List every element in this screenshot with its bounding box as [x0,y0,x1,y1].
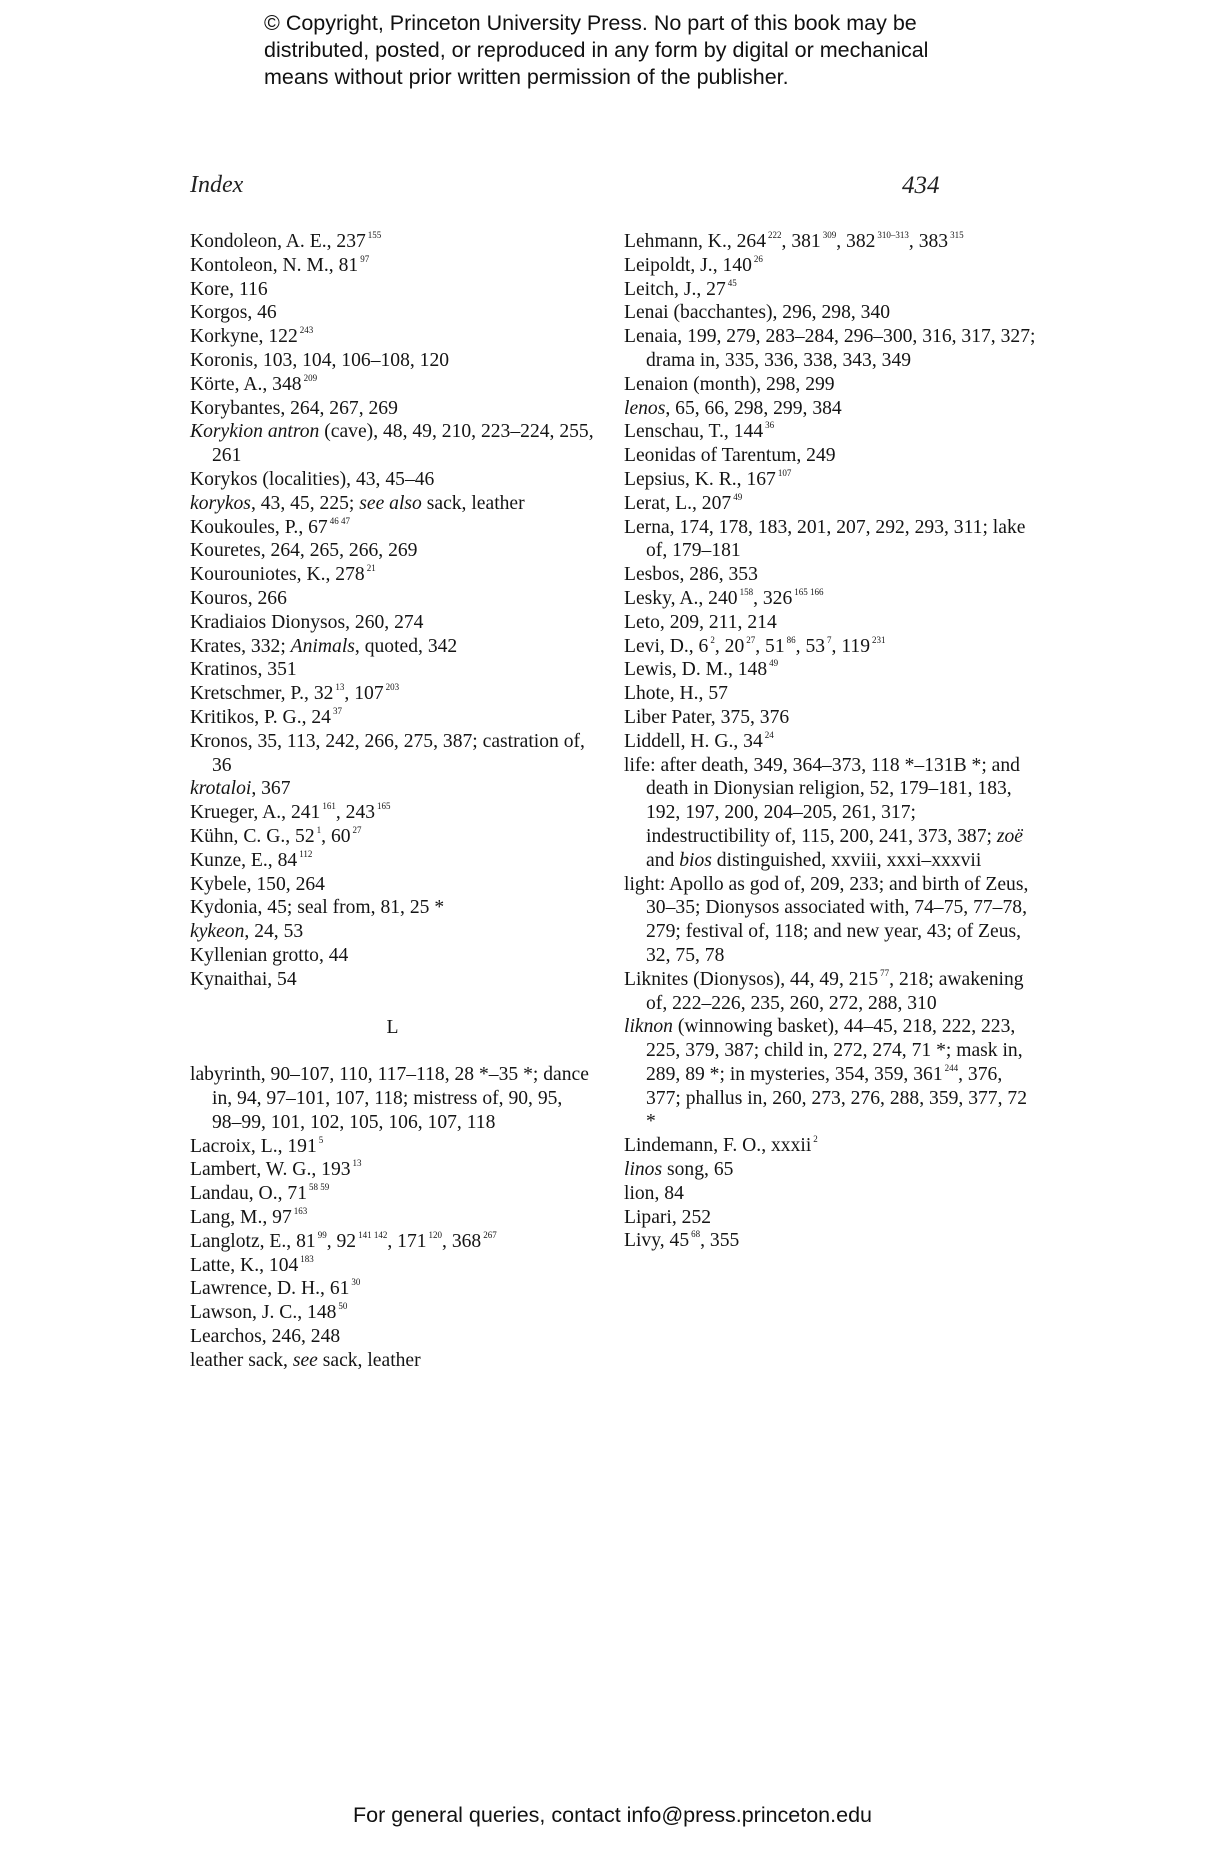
footnote-ref: 77 [880,967,890,978]
italic-term: lenos [624,397,666,419]
index-entry [190,1325,595,1349]
footnote-ref: 231 [872,634,886,645]
entry-text: , 367 [251,778,291,800]
index-entry [624,1134,1037,1158]
italic-term: bios [679,849,712,871]
italic-term: see [292,1349,318,1371]
entry-text: lion, 84 [624,1182,684,1204]
entry-text: sack, leather [421,492,525,514]
footnote-ref: 120 [428,1229,443,1240]
index-entry [624,278,1037,302]
footnote-ref: 165 166 [794,586,824,597]
index-entry [190,635,595,659]
footnote-ref: 49 [733,491,743,502]
entry-text: Livy, 45 [624,1230,690,1252]
index-entry [190,278,595,302]
index-entry [190,468,595,492]
footnote-ref: 203 [385,682,400,693]
index-entry [624,1158,1037,1182]
footnote-ref: 243 [299,325,314,336]
entry-text: Kronos, 35, 113, 242, 266, 275, 387; castration of, 36 [190,730,585,776]
index-entry [190,1063,595,1134]
footnote-ref: 267 [483,1229,497,1240]
entry-text: Kondoleon, A. E., 237 [190,231,366,252]
entry-text: Lhote, H., 57 [624,683,728,705]
index-entry [624,444,1037,468]
index-entry [190,373,595,397]
entry-text: , 355 [700,1230,740,1252]
index-entry [624,658,1037,682]
footnote-ref: 244 [944,1062,959,1073]
entry-text: Korgos, 46 [190,302,277,324]
italic-term: linos [624,1159,663,1181]
footnote-ref: 155 [367,230,382,240]
italic-term: korykos [190,492,251,514]
index-entry [190,301,595,325]
footnote-ref: 21 [366,563,376,574]
entry-text: , 119 [831,635,870,657]
copyright-notice [264,10,1024,91]
entry-text: (cave), 48, 49, 210, 223–224, 255, 261 [212,421,594,467]
entry-text: Lepsius, K. R., 167 [624,468,776,490]
index-entry [624,706,1037,730]
entry-text: , 218; awakening of, 222–226, 235, 260, 272, 288, 310 [646,968,1024,1014]
entry-text: Lacroix, L., 191 [190,1135,317,1157]
index-entry [190,349,595,373]
entry-text: Kritikos, P. G., 24 [190,706,331,728]
entry-text: Lawson, J. C., 148 [190,1302,337,1324]
italic-term: krotaloi [190,778,252,800]
index-entry [624,1206,1037,1230]
italic-term: zoë [996,825,1023,847]
italic-term: kykeon [190,921,245,943]
index-entry [624,420,1037,444]
index-entry [624,730,1037,754]
footnote-ref: 5 [318,1134,324,1145]
entry-text: Lipari, 252 [624,1206,712,1228]
footnote-ref: 46 47 [329,515,350,526]
entry-text: Lesbos, 286, 353 [624,564,758,586]
entry-text: Lesky, A., 240 [624,587,738,609]
entry-text: song, 65 [662,1159,734,1181]
entry-text: and [646,849,680,871]
footnote-ref: 7 [827,634,832,645]
entry-text: Lang, M., 97 [190,1207,292,1229]
italic-term: Animals [290,635,355,657]
entry-text: Lenaion (month), 298, 299 [624,373,835,395]
index-entry [190,1277,595,1301]
entry-text: , 382 [836,231,876,252]
entry-text: , quoted, 342 [354,635,458,657]
entry-text: Langlotz, E., 81 [190,1230,316,1252]
index-entry [624,1182,1037,1206]
entry-text: life: after death, 349, 364–373, 118 *–131B *; and death in Dionysian religion, 52, 179–181, 183, 192, 197, 200, 204–205, 261, 317; indestructibility of, 115, 200, 241, 373, 387; [624,754,1020,847]
index-entry [190,706,595,730]
index-entry [190,230,595,254]
spacer [190,1039,595,1063]
footnote-ref: 161 [322,801,336,812]
index-entry [190,1158,595,1182]
footnote-ref: 27 [746,634,756,645]
index-entry [190,492,595,516]
index-entry [624,492,1037,516]
entry-text: , 43, 45, 225; [250,492,360,514]
italic-term: see also [359,492,422,514]
entry-text: Liddell, H. G., 34 [624,730,763,752]
entry-text: Liber Pater, 375, 376 [624,706,790,728]
entry-text: Landau, O., 71 [190,1183,307,1205]
index-entry [190,397,595,421]
entry-text: Kybele, 150, 264 [190,873,325,895]
copyright-line: © Copyright, Princeton University Press. No part of this book may be [264,11,917,35]
index-entry [624,635,1037,659]
entry-text: Latte, K., 104 [190,1254,299,1276]
footnote-ref: 107 [777,467,792,478]
index-column-right [624,230,1037,1253]
footnote-ref: 158 [739,586,754,597]
entry-text: Lenaia, 199, 279, 283–284, 296–300, 316, 317, 327; drama in, 335, 336, 338, 343, 349 [624,326,1036,371]
entry-text: Lenschau, T., 144 [624,421,764,443]
footnote-ref: 2 [710,634,715,645]
entry-text: Korkyne, 122 [190,326,298,348]
index-entry [190,539,595,563]
entry-text: , 51 [755,635,785,657]
entry-text: Leto, 209, 211, 214 [624,611,777,633]
index-entry [190,730,595,778]
entry-text: Lenai (bacchantes), 296, 298, 340 [624,302,891,324]
footnote-ref: 165 [377,801,391,812]
footnote-ref: 315 [950,230,964,240]
index-entry [624,254,1037,278]
entry-text: Kühn, C. G., 52 [190,825,315,847]
entry-text: Kretschmer, P., 32 [190,683,334,705]
entry-text: Kydonia, 45; seal from, 81, 25 * [190,897,445,919]
entry-text: , 383 [908,231,949,252]
index-entry [190,587,595,611]
entry-text: Lewis, D. M., 148 [624,659,768,681]
entry-text: , 171 [387,1230,427,1252]
page-number: 434 [902,172,940,199]
index-entry [190,1135,595,1159]
entry-text: Leonidas of Tarentum, 249 [624,445,836,467]
entry-text: distinguished, xxviii, xxxi–xxxvii [711,849,982,871]
footnote-ref: 50 [338,1301,348,1312]
entry-text: Lerna, 174, 178, 183, 201, 207, 292, 293, 311; lake of, 179–181 [624,516,1026,562]
index-entry [624,1229,1037,1253]
entry-text: Liknites (Dionysos), 44, 49, 215 [624,968,879,990]
index-entry [624,873,1037,968]
index-entry [190,1301,595,1325]
index-entry [190,420,595,468]
footnote-ref: 112 [299,848,313,859]
entry-text: Koronis, 103, 104, 106–108, 120 [190,349,450,371]
footnote-ref: 58 59 [309,1182,330,1193]
footnote-ref: 24 [764,729,774,740]
entry-text: Kunze, E., 84 [190,849,298,871]
footnote-ref: 13 [352,1158,362,1169]
entry-text: labyrinth, 90–107, 110, 117–118, 28 *–35 *; dance in, 94, 97–101, 107, 118; mistress of, 90, 95, 98–99, 101, 102, 105, 106, 107, 118 [190,1064,589,1133]
entry-text: light: Apollo as god of, 209, 233; and birth of Zeus, 30–35; Dionysos associated with, 74–75, 77–78, 279; festival of, 118; and new year, 43; of Zeus, 32, 75, 78 [624,873,1029,966]
entry-text: , 243 [335,802,376,824]
index-entry [190,777,595,801]
copyright-line: means without prior written permission of the publisher. [264,65,789,89]
entry-text: Krates, 332; [190,635,291,657]
entry-text: Krueger, A., 241 [190,802,321,824]
footnote-ref: 310–313 [877,230,909,240]
footnote-ref: 2 [813,1134,818,1145]
footnote-ref: 97 [360,253,370,264]
index-entry [624,563,1037,587]
footnote-ref: 30 [351,1277,361,1288]
footnote-ref: 209 [303,372,318,383]
spacer [190,992,595,1016]
copyright-line: distributed, posted, or reproduced in any form by digital or mechanical [264,38,929,62]
italic-term: liknon [624,1016,673,1038]
index-entry [190,968,595,992]
entry-text: , 376, 377; phallus in, 260, 273, 276, 288, 359, 377, 72 * [646,1063,1027,1133]
index-entry [190,682,595,706]
index-entry [624,682,1037,706]
entry-text: Leipoldt, J., 140 [624,254,752,276]
index-entry [624,968,1037,1016]
index-entry [190,944,595,968]
entry-text: Lindemann, F. O., xxxii [624,1135,812,1157]
index-entry [624,230,1037,254]
entry-text: , 368 [442,1230,482,1252]
entry-text: Körte, A., 348 [190,373,302,395]
entry-text: leather sack, [190,1349,293,1371]
index-entry [624,611,1037,635]
footer-contact: For general queries, contact info@press.princeton.edu [352,1803,872,1827]
entry-text: Leitch, J., 27 [624,278,726,300]
footnote-ref: 45 [727,277,737,288]
footnote-ref: 163 [293,1206,308,1217]
index-entry [624,468,1037,492]
entry-text: Kratinos, 351 [190,659,297,681]
entry-text: Kouros, 266 [190,587,287,609]
index-entry [190,516,595,540]
index-entry [190,801,595,825]
section-title: Index [190,172,244,198]
entry-text: Lambert, W. G., 193 [190,1159,351,1181]
footnote-ref: 222 [768,230,782,240]
index-entry [190,849,595,873]
index-entry [190,254,595,278]
entry-text: Learchos, 246, 248 [190,1326,341,1348]
footnote-ref: 49 [769,658,779,669]
entry-text: , 20 [714,635,745,657]
footnote-ref: 1 [316,824,322,835]
footnote-ref: 183 [300,1253,314,1264]
entry-text: Koukoules, P., 67 [190,516,328,538]
entry-text: Lehmann, K., 264 [624,231,767,252]
entry-text: , 381 [781,231,821,252]
index-entry [624,516,1037,564]
index-entry [190,873,595,897]
index-entry [190,1230,595,1254]
footnote-ref: 13 [335,682,345,693]
index-entry [190,1182,595,1206]
entry-text: Lerat, L., 207 [624,492,732,514]
index-entry [190,825,595,849]
index-entry [624,325,1037,373]
entry-text: sack, leather [317,1349,421,1371]
index-entry [190,1254,595,1278]
entry-text: , 60 [321,825,351,847]
index-entry [190,920,595,944]
entry-text: Levi, D., 6 [624,635,709,657]
footnote-ref: 309 [822,230,837,240]
index-entry [190,1349,595,1373]
italic-term: Korykion antron [190,421,320,443]
footnote-ref: 141 142 [358,1229,388,1240]
entry-text: Kradiaios Dionysos, 260, 274 [190,611,424,633]
section-letter: L [386,1016,399,1038]
entry-text: Kyllenian grotto, 44 [190,944,349,966]
entry-text: , 326 [753,587,793,609]
index-entry [624,1015,1037,1134]
index-entry [190,563,595,587]
footnote-ref: 26 [753,253,763,264]
index-entry [624,373,1037,397]
entry-text: (winnowing basket), 44–45, 218, 222, 223, 225, 379, 387; child in, 272, 274, 71 *; mask in, 289, 89 *; in mysteries, 354, 359, 361 [646,1016,1023,1085]
index-column-left [190,230,595,1373]
entry-text: Kynaithai, 54 [190,968,297,990]
footnote-ref: 37 [332,705,342,716]
footnote-ref: 86 [786,634,796,645]
entry-text: Kouretes, 264, 265, 266, 269 [190,540,418,562]
entry-text: Korybantes, 264, 267, 269 [190,397,398,419]
entry-text: , 92 [326,1230,357,1252]
index-entry [190,658,595,682]
entry-text: Lawrence, D. H., 61 [190,1278,350,1300]
footnote-ref: 99 [317,1229,327,1240]
entry-text: Kourouniotes, K., 278 [190,564,365,586]
entry-text: Kontoleon, N. M., 81 [190,254,359,276]
entry-text: Korykos (localities), 43, 45–46 [190,468,435,490]
footnote-ref: 68 [691,1229,701,1240]
index-entry [624,301,1037,325]
entry-text: , 65, 66, 298, 299, 384 [665,397,842,419]
entry-text: , 24, 53 [244,921,304,943]
index-entry [190,325,595,349]
index-entry [624,397,1037,421]
entry-text: , 107 [344,683,384,705]
index-entry [190,896,595,920]
index-entry [190,1206,595,1230]
index-entry [624,754,1037,873]
entry-text: Kore, 116 [190,278,268,300]
footnote-ref: 36 [765,420,775,431]
index-entry [624,587,1037,611]
entry-text: , 53 [795,635,826,657]
index-entry [190,611,595,635]
footnote-ref: 27 [352,824,362,835]
